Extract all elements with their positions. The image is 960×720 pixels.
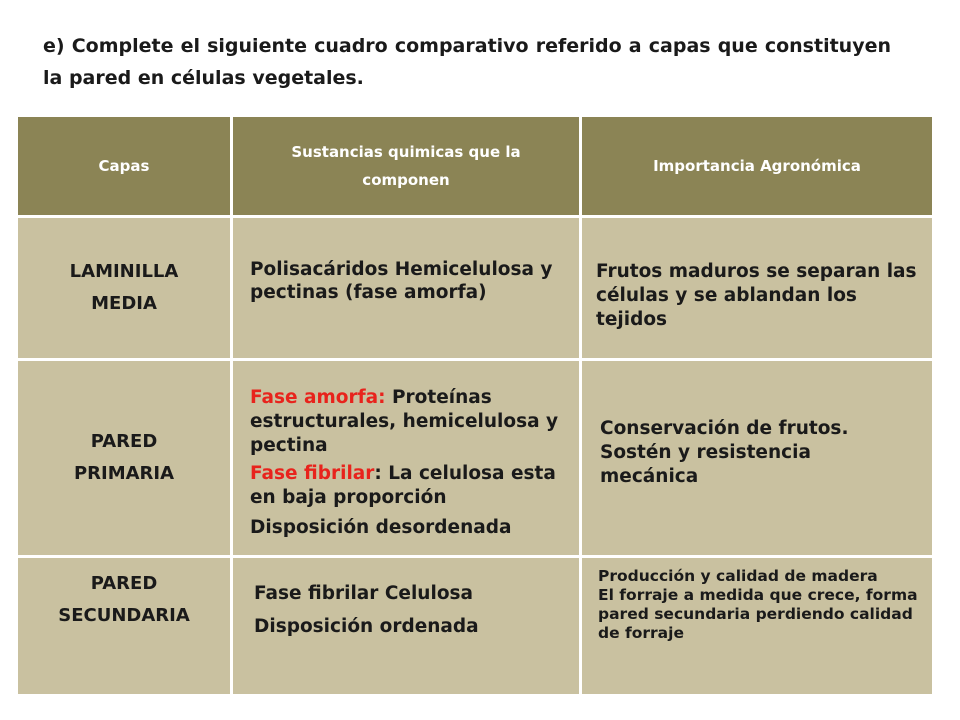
importance-line: Producción y calidad de madera <box>598 567 878 585</box>
layer-laminilla-media <box>18 218 230 358</box>
fibrillar-phase <box>250 462 572 510</box>
fibrillar-phase-label: Fase fibrilar <box>250 463 375 484</box>
layer-name-line: MEDIA <box>91 293 157 314</box>
layer-pared-secundaria <box>18 558 230 694</box>
importance-pared-primaria: Conservación de frutos. Sostén y resistencia mecánica <box>600 418 849 487</box>
substance-line: Fase fibrilar Celulosa <box>254 583 474 604</box>
exercise-heading: e) Complete el siguiente cuadro comparativo referido a capas que constituyen la pared en células vegetales. <box>43 35 891 89</box>
arrangement-text: Disposición desordenada <box>250 517 512 538</box>
layer-pared-primaria <box>18 361 230 555</box>
layer-name-line: PARED <box>90 431 158 452</box>
importance-pared-secundaria <box>598 567 928 643</box>
layer-name-line: PARED <box>90 573 158 594</box>
fibrillar-phase-text: : La celulosa esta en baja proporción <box>250 463 556 508</box>
amorphous-phase-text: Proteínas estructurales, hemicelulosa y pectina <box>250 387 559 456</box>
amorphous-phase-label: Fase amorfa: <box>250 387 386 408</box>
substance-line: Disposición ordenada <box>254 616 479 637</box>
layer-name-line: LAMINILLA <box>69 261 179 282</box>
substances-laminilla-media: Polisacáridos Hemicelulosa y pectinas (fase amorfa) <box>250 259 553 303</box>
column-divider <box>230 117 233 694</box>
importance-laminilla-media: Frutos maduros se separan las células y se ablandan los tejidos <box>596 261 917 330</box>
substances-pared-primaria <box>250 386 572 540</box>
amorphous-phase <box>250 386 572 458</box>
importance-line: El forraje a medida que crece, forma pared secundaria perdiendo calidad de forraje <box>598 586 918 642</box>
layer-name-line: SECUNDARIA <box>58 605 190 626</box>
header-sustancias: Sustancias quimicas que la componen <box>233 117 579 215</box>
column-divider <box>579 117 582 694</box>
header-capas: Capas <box>18 117 230 215</box>
header-importancia: Importancia Agronómica <box>582 117 932 215</box>
layer-name-line: PRIMARIA <box>73 463 175 484</box>
substances-pared-secundaria <box>254 577 564 643</box>
comparison-table <box>18 117 932 694</box>
